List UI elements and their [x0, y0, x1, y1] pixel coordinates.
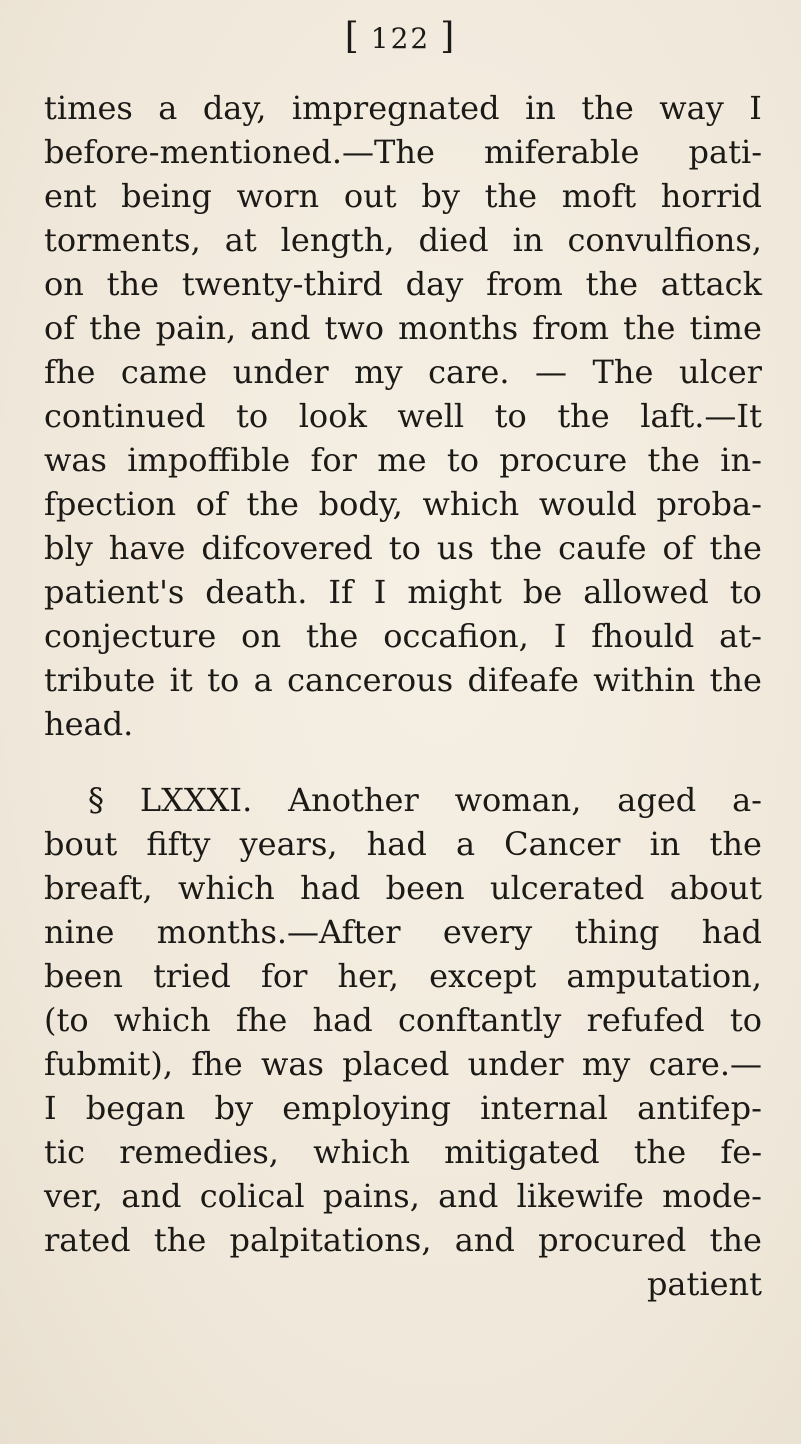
- catchword: patient: [646, 1265, 762, 1303]
- word: a-: [732, 781, 762, 819]
- word: my: [581, 1045, 631, 1083]
- word: The: [592, 353, 654, 391]
- word: time: [689, 309, 762, 347]
- text-line: [44, 614, 762, 658]
- word: conftantly: [398, 1001, 562, 1039]
- word: impregnated: [291, 89, 500, 127]
- word: refufed: [586, 1001, 705, 1039]
- word: times: [44, 89, 133, 127]
- word: death.: [205, 573, 308, 611]
- word: the: [581, 89, 634, 127]
- word: difcovered: [201, 529, 373, 567]
- word: in: [512, 221, 544, 259]
- word: might: [407, 573, 502, 611]
- word: way: [659, 89, 724, 127]
- word: being: [121, 177, 212, 215]
- word: it: [169, 661, 193, 699]
- left-bracket: [: [344, 16, 361, 57]
- word: woman,: [454, 781, 582, 819]
- word: be: [522, 573, 563, 611]
- word: for: [310, 441, 357, 479]
- word: months.—After: [156, 913, 401, 951]
- word: the: [557, 397, 610, 435]
- text-line: [44, 350, 762, 394]
- word: been: [385, 869, 465, 907]
- word: I: [553, 617, 567, 655]
- word: occafion,: [383, 617, 529, 655]
- word: tried: [153, 957, 231, 995]
- word: patient's: [44, 573, 185, 611]
- word: amputation,: [566, 957, 762, 995]
- word: moft: [561, 177, 637, 215]
- word: was: [44, 441, 107, 479]
- word: (to: [44, 1001, 89, 1039]
- word: cancerous: [287, 661, 454, 699]
- word: thing: [574, 913, 660, 951]
- word: —: [535, 353, 568, 391]
- word: convulfions,: [567, 221, 762, 259]
- word: to: [494, 397, 527, 435]
- word: of: [195, 485, 227, 523]
- word: I: [749, 89, 762, 127]
- text-line: [44, 658, 762, 702]
- text-line: [44, 866, 762, 910]
- text-line: [44, 526, 762, 570]
- word: on: [44, 265, 84, 303]
- word: and: [121, 1177, 182, 1215]
- word: care.—: [648, 1045, 762, 1083]
- text-line: [44, 1218, 762, 1262]
- word: had: [366, 825, 427, 863]
- word: the: [633, 1133, 687, 1171]
- word: the: [709, 661, 762, 699]
- text-line: [44, 86, 762, 130]
- text-line: [88, 778, 762, 822]
- word: placed: [342, 1045, 450, 1083]
- word: by: [214, 1089, 254, 1127]
- word: bly: [44, 529, 93, 567]
- word: difeafe: [467, 661, 579, 699]
- word: have: [108, 529, 186, 567]
- word: out: [343, 177, 397, 215]
- word: the: [305, 617, 359, 655]
- word: at-: [719, 617, 762, 655]
- text-line: [44, 262, 762, 306]
- word: Cancer: [504, 825, 621, 863]
- word: the: [647, 441, 700, 479]
- word: within: [593, 661, 696, 699]
- word: ulcerated: [489, 869, 645, 907]
- word: nine: [44, 913, 115, 951]
- word: a: [253, 661, 273, 699]
- word: torments,: [44, 221, 201, 259]
- word: colical: [199, 1177, 305, 1215]
- word: began: [85, 1089, 186, 1127]
- word: fifty: [146, 825, 211, 863]
- word: me: [377, 441, 427, 479]
- word: LXXXI.: [139, 781, 253, 819]
- word: a: [158, 89, 178, 127]
- word: came: [120, 353, 208, 391]
- text-line: [44, 822, 762, 866]
- word: tribute: [44, 661, 156, 699]
- word: bout: [44, 825, 118, 863]
- word: aged: [617, 781, 697, 819]
- word: to: [729, 1001, 762, 1039]
- word: day,: [202, 89, 267, 127]
- right-bracket: ]: [440, 16, 457, 57]
- text-line: head.: [44, 705, 134, 743]
- word: a: [455, 825, 476, 863]
- word: the: [153, 1221, 207, 1259]
- word: proba-: [656, 485, 762, 523]
- word: my: [354, 353, 403, 391]
- word: procure: [499, 441, 628, 479]
- word: pains,: [322, 1177, 420, 1215]
- word: to: [388, 529, 421, 567]
- word: would: [538, 485, 637, 523]
- word: of: [44, 309, 76, 347]
- word: which: [422, 485, 520, 523]
- word: from: [486, 265, 563, 303]
- word: two: [324, 309, 385, 347]
- word: years,: [239, 825, 338, 863]
- text-line: [44, 394, 762, 438]
- word: was: [261, 1045, 324, 1083]
- text-line: [44, 998, 762, 1042]
- word: procured: [538, 1221, 687, 1259]
- word: the: [246, 485, 299, 523]
- word: to: [236, 397, 269, 435]
- word: fhe: [191, 1045, 243, 1083]
- word: to: [729, 573, 762, 611]
- text-line: [44, 1042, 762, 1086]
- word: the: [89, 309, 142, 347]
- word: allowed: [583, 573, 709, 611]
- word: §: [88, 781, 104, 819]
- word: about: [669, 869, 762, 907]
- text-line: [44, 130, 762, 174]
- text-line: [44, 438, 762, 482]
- text-line: [44, 1174, 762, 1218]
- word: and: [454, 1221, 515, 1259]
- word: twenty-third: [181, 265, 383, 303]
- word: her,: [337, 957, 399, 995]
- word: in-: [720, 441, 762, 479]
- word: day: [405, 265, 464, 303]
- word: the: [484, 177, 538, 215]
- word: antifep-: [637, 1089, 762, 1127]
- word: internal: [480, 1089, 608, 1127]
- word: fe-: [720, 1133, 762, 1171]
- text-line: [44, 482, 762, 526]
- word: the: [585, 265, 639, 303]
- word: for: [260, 957, 308, 995]
- word: which: [113, 1001, 211, 1039]
- text-line: [44, 174, 762, 218]
- word: rated: [44, 1221, 131, 1259]
- word: in: [649, 825, 681, 863]
- word: pati-: [688, 133, 762, 171]
- word: well: [397, 397, 465, 435]
- word: fhe: [235, 1001, 288, 1039]
- word: fubmit),: [44, 1045, 174, 1083]
- word: in: [525, 89, 556, 127]
- word: likewife: [516, 1177, 644, 1215]
- word: the: [106, 265, 160, 303]
- word: I: [373, 573, 387, 611]
- word: palpitations,: [229, 1221, 432, 1259]
- word: breaft,: [44, 869, 153, 907]
- word: under: [467, 1045, 564, 1083]
- text-line: [44, 910, 762, 954]
- word: months: [398, 309, 519, 347]
- word: mode-: [662, 1177, 762, 1215]
- word: continued: [44, 397, 206, 435]
- word: the: [623, 309, 676, 347]
- word: Another: [288, 781, 419, 819]
- text-line: [44, 954, 762, 998]
- word: had: [701, 913, 762, 951]
- text-line: [44, 306, 762, 350]
- text-line: [44, 1130, 762, 1174]
- word: had: [312, 1001, 373, 1039]
- word: the: [709, 529, 762, 567]
- word: the: [709, 1221, 762, 1259]
- word: except: [429, 957, 537, 995]
- word: and: [438, 1177, 499, 1215]
- word: impoffible: [127, 441, 291, 479]
- word: pain,: [155, 309, 237, 347]
- word: been: [44, 957, 123, 995]
- text-line: [44, 1086, 762, 1130]
- word: fpection: [44, 485, 177, 523]
- word: employing: [282, 1089, 451, 1127]
- word: from: [532, 309, 610, 347]
- word: of: [662, 529, 694, 567]
- word: fhould: [591, 617, 695, 655]
- word: to: [207, 661, 240, 699]
- word: conjecture: [44, 617, 217, 655]
- word: ver,: [44, 1177, 103, 1215]
- word: before-mentioned.—The: [44, 133, 435, 171]
- word: fhe: [44, 353, 96, 391]
- word: look: [298, 397, 367, 435]
- word: us: [436, 529, 474, 567]
- word: remedies,: [119, 1133, 279, 1171]
- text-line: [44, 218, 762, 262]
- word: care.: [428, 353, 510, 391]
- word: by: [421, 177, 460, 215]
- word: mitigated: [444, 1133, 600, 1171]
- word: body,: [318, 485, 403, 523]
- word: had: [300, 869, 361, 907]
- word: at: [224, 221, 257, 259]
- word: under: [232, 353, 329, 391]
- word: attack: [660, 265, 762, 303]
- word: every: [442, 913, 533, 951]
- word: ulcer: [678, 353, 762, 391]
- word: If: [328, 573, 353, 611]
- word: laft.—It: [640, 397, 762, 435]
- word: on: [241, 617, 282, 655]
- word: to: [446, 441, 480, 479]
- word: I: [44, 1089, 57, 1127]
- word: which: [178, 869, 275, 907]
- word: worn: [236, 177, 320, 215]
- word: length,: [280, 221, 395, 259]
- word: which: [313, 1133, 410, 1171]
- word: caufe: [558, 529, 647, 567]
- word: died: [418, 221, 489, 259]
- word: the: [489, 529, 543, 567]
- word: horrid: [660, 177, 762, 215]
- word: and: [250, 309, 311, 347]
- word: ent: [44, 177, 97, 215]
- word: miferable: [484, 133, 640, 171]
- text-line: [44, 570, 762, 614]
- page-number: 122: [370, 22, 431, 55]
- word: the: [709, 825, 762, 863]
- word: tic: [44, 1133, 86, 1171]
